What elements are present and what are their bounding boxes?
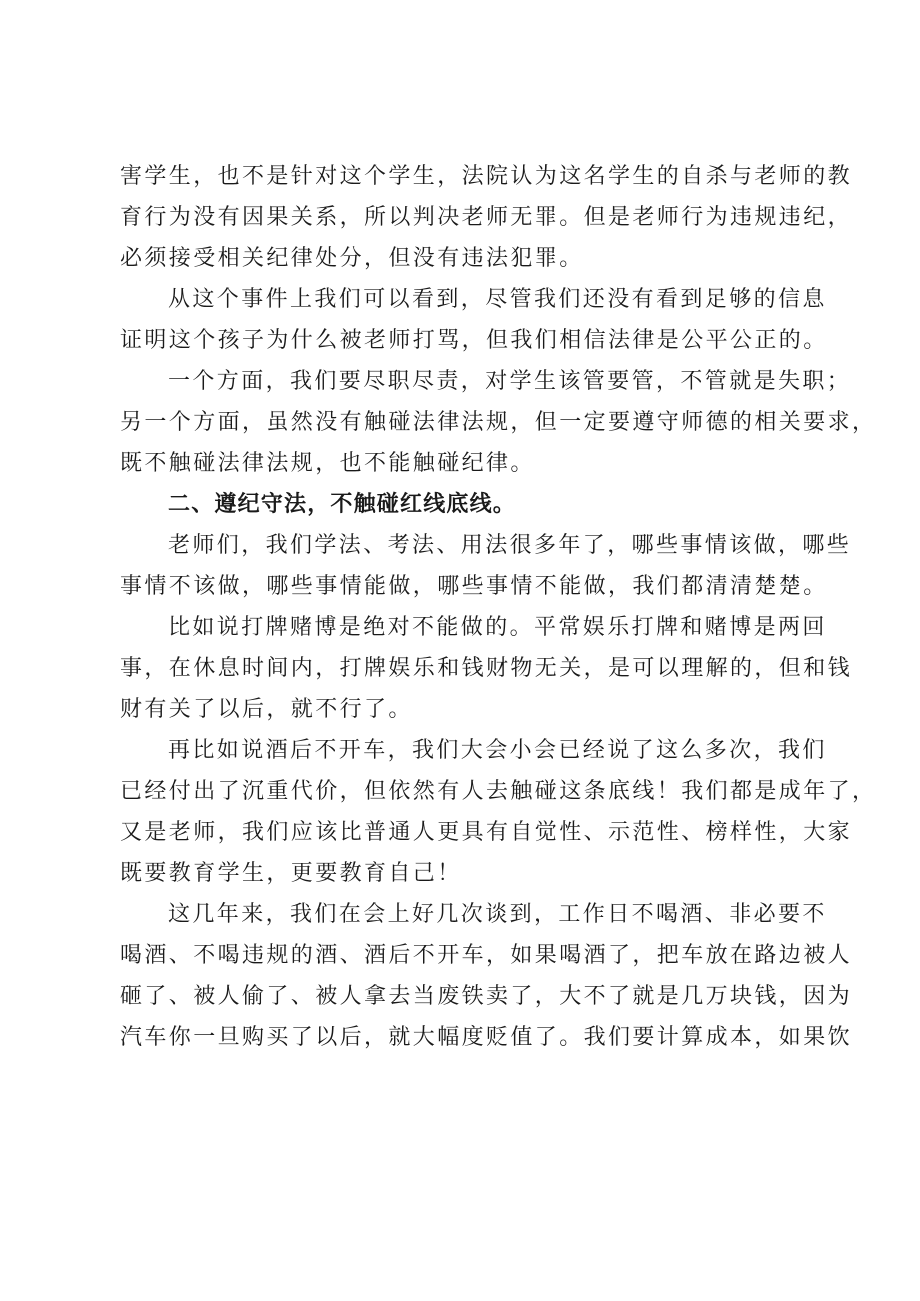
text-line: 又是老师，我们应该比普通人更具有自觉性、示范性、榜样性，大家 (120, 820, 853, 845)
paragraph-first-line: 这几年来，我们在会上好几次谈到，工作日不喝酒、非必要不 (168, 902, 827, 927)
paragraph-first-line: 一个方面，我们要尽职尽责，对学生该管要管，不管就是失职； (168, 369, 852, 394)
text-line: 既不触碰法律法规，也不能触碰纪律。 (120, 451, 535, 476)
text-line: 财有关了以后，就不行了。 (120, 697, 413, 722)
text-line: 害学生，也不是针对这个学生，法院认为这名学生的自杀与老师的教 (120, 164, 853, 189)
text-line: 事情不该做，哪些事情能做，哪些事情不能做，我们都清清楚楚。 (120, 574, 828, 599)
paragraph-first-line: 比如说打牌赌博是绝对不能做的。平常娱乐打牌和赌博是两回 (168, 615, 827, 640)
document-body (120, 156, 877, 1058)
text-line: 砸了、被人偷了、被人拿去当废铁卖了，大不了就是几万块钱，因为 (120, 984, 853, 1009)
text-line: 必须接受相关纪律处分，但没有违法犯罪。 (120, 246, 584, 271)
text-line: 已经付出了沉重代价，但依然有人去触碰这条底线！我们都是成年了， (120, 779, 877, 804)
text-line: 汽车你一旦购买了以后，就大幅度贬值了。我们要计算成本，如果饮 (120, 1025, 853, 1050)
text-line: 既要教育学生，更要教育自己！ (120, 861, 462, 886)
paragraph-first-line: 再比如说酒后不开车，我们大会小会已经说了这么多次，我们 (168, 738, 827, 763)
paragraph-first-line: 从这个事件上我们可以看到，尽管我们还没有看到足够的信息 (168, 287, 827, 312)
text-line: 另一个方面，虽然没有触碰法律法规，但一定要遵守师德的相关要求， (120, 410, 877, 435)
text-line: 喝酒、不喝违规的酒、酒后不开车，如果喝酒了，把车放在路边被人 (120, 943, 853, 968)
text-line: 育行为没有因果关系，所以判决老师无罪。但是老师行为违规违纪， (120, 205, 853, 230)
text-line: 事，在休息时间内，打牌娱乐和钱财物无关，是可以理解的，但和钱 (120, 656, 853, 681)
section-heading: 二、遵纪守法，不触碰红线底线。 (168, 492, 517, 517)
text-line: 证明这个孩子为什么被老师打骂，但我们相信法律是公平公正的。 (120, 328, 828, 353)
paragraph-first-line: 老师们，我们学法、考法、用法很多年了，哪些事情该做，哪些 (168, 533, 852, 558)
